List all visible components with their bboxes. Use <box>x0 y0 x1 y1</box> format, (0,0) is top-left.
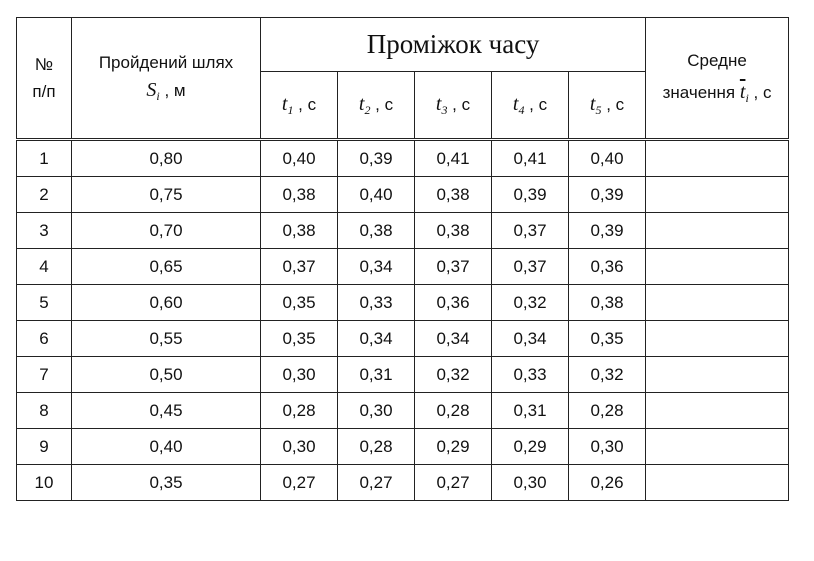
header-average-line2: значення <box>662 82 736 102</box>
time-unit: , с <box>606 94 625 114</box>
header-row-number <box>17 18 72 140</box>
cell-time-1: 0,38 <box>261 213 338 249</box>
cell-time-1: 0,30 <box>261 429 338 465</box>
cell-time-1: 0,35 <box>261 321 338 357</box>
cell-row-number: 1 <box>17 140 72 177</box>
cell-row-number: 4 <box>17 249 72 285</box>
cell-distance: 0,70 <box>72 213 261 249</box>
cell-time-5: 0,26 <box>569 465 646 501</box>
cell-average <box>646 357 789 393</box>
time-symbol: t <box>589 92 596 115</box>
cell-time-5: 0,30 <box>569 429 646 465</box>
cell-row-number: 5 <box>17 285 72 321</box>
time-symbol: t <box>512 92 519 115</box>
table-row <box>17 465 789 501</box>
time-symbol: t <box>435 92 442 115</box>
cell-time-3: 0,36 <box>415 285 492 321</box>
time-subscript: 3 <box>441 102 448 117</box>
cell-average <box>646 465 789 501</box>
cell-distance: 0,60 <box>72 285 261 321</box>
cell-time-1: 0,28 <box>261 393 338 429</box>
cell-row-number: 7 <box>17 357 72 393</box>
cell-time-4: 0,33 <box>492 357 569 393</box>
time-unit: , с <box>452 94 471 114</box>
cell-time-2: 0,34 <box>338 249 415 285</box>
cell-time-3: 0,27 <box>415 465 492 501</box>
cell-average <box>646 177 789 213</box>
header-no-symbol: № <box>34 54 54 74</box>
cell-time-5: 0,35 <box>569 321 646 357</box>
header-time-5 <box>569 72 646 140</box>
cell-time-4: 0,37 <box>492 213 569 249</box>
cell-time-5: 0,32 <box>569 357 646 393</box>
table-row <box>17 177 789 213</box>
header-average-subscript: i <box>745 90 749 105</box>
cell-time-2: 0,30 <box>338 393 415 429</box>
cell-time-1: 0,40 <box>261 140 338 177</box>
cell-time-5: 0,40 <box>569 140 646 177</box>
cell-distance: 0,55 <box>72 321 261 357</box>
table-row <box>17 429 789 465</box>
cell-time-4: 0,29 <box>492 429 569 465</box>
cell-time-3: 0,34 <box>415 321 492 357</box>
cell-time-4: 0,31 <box>492 393 569 429</box>
header-no-abbrev: п/п <box>32 82 56 101</box>
cell-time-3: 0,37 <box>415 249 492 285</box>
table-row <box>17 357 789 393</box>
cell-time-4: 0,39 <box>492 177 569 213</box>
header-time-1 <box>261 72 338 140</box>
time-symbol: t <box>281 92 288 115</box>
cell-time-5: 0,39 <box>569 177 646 213</box>
cell-row-number: 8 <box>17 393 72 429</box>
time-subscript: 2 <box>364 102 371 117</box>
cell-row-number: 3 <box>17 213 72 249</box>
header-average-symbol: $\overline{t}$ <box>739 80 746 103</box>
cell-time-2: 0,40 <box>338 177 415 213</box>
header-distance-label: Пройдений шлях <box>98 52 234 72</box>
table-row <box>17 213 789 249</box>
time-subscript: 4 <box>518 102 525 117</box>
cell-time-4: 0,34 <box>492 321 569 357</box>
header-average-line1: Средне <box>687 51 747 71</box>
cell-time-1: 0,38 <box>261 177 338 213</box>
table-row <box>17 140 789 177</box>
cell-time-4: 0,30 <box>492 465 569 501</box>
header-distance <box>72 18 261 140</box>
header-time-2 <box>338 72 415 140</box>
cell-time-2: 0,34 <box>338 321 415 357</box>
cell-average <box>646 213 789 249</box>
cell-distance: 0,65 <box>72 249 261 285</box>
cell-distance: 0,75 <box>72 177 261 213</box>
cell-time-4: 0,37 <box>492 249 569 285</box>
cell-average <box>646 140 789 177</box>
cell-time-3: 0,41 <box>415 140 492 177</box>
cell-time-3: 0,38 <box>415 177 492 213</box>
cell-time-5: 0,39 <box>569 213 646 249</box>
table-row <box>17 249 789 285</box>
header-time-4 <box>492 72 569 140</box>
time-subscript: 5 <box>595 102 602 117</box>
cell-time-1: 0,30 <box>261 357 338 393</box>
header-time-interval: Проміжок часу <box>261 18 646 72</box>
cell-row-number: 6 <box>17 321 72 357</box>
cell-average <box>646 321 789 357</box>
cell-time-2: 0,28 <box>338 429 415 465</box>
cell-time-5: 0,28 <box>569 393 646 429</box>
time-unit: , с <box>529 94 548 114</box>
table-row <box>17 321 789 357</box>
cell-distance: 0,45 <box>72 393 261 429</box>
cell-average <box>646 393 789 429</box>
cell-time-3: 0,32 <box>415 357 492 393</box>
cell-time-3: 0,29 <box>415 429 492 465</box>
header-distance-symbol: S <box>146 78 157 101</box>
time-unit: , с <box>375 94 394 114</box>
cell-time-4: 0,32 <box>492 285 569 321</box>
cell-time-3: 0,28 <box>415 393 492 429</box>
cell-time-4: 0,41 <box>492 140 569 177</box>
cell-distance: 0,50 <box>72 357 261 393</box>
cell-average <box>646 285 789 321</box>
cell-time-5: 0,38 <box>569 285 646 321</box>
cell-row-number: 9 <box>17 429 72 465</box>
header-distance-unit: , м <box>164 80 186 100</box>
cell-time-1: 0,27 <box>261 465 338 501</box>
time-unit: , с <box>298 94 317 114</box>
measurement-table <box>16 17 789 501</box>
cell-time-2: 0,33 <box>338 285 415 321</box>
cell-time-2: 0,39 <box>338 140 415 177</box>
cell-distance: 0,35 <box>72 465 261 501</box>
time-symbol: t <box>358 92 365 115</box>
table-row <box>17 393 789 429</box>
cell-distance: 0,80 <box>72 140 261 177</box>
cell-time-2: 0,31 <box>338 357 415 393</box>
cell-distance: 0,40 <box>72 429 261 465</box>
table-row <box>17 285 789 321</box>
cell-time-3: 0,38 <box>415 213 492 249</box>
cell-time-5: 0,36 <box>569 249 646 285</box>
cell-row-number: 10 <box>17 465 72 501</box>
header-average <box>646 18 789 140</box>
cell-time-1: 0,37 <box>261 249 338 285</box>
header-distance-subscript: i <box>156 88 160 103</box>
cell-time-2: 0,38 <box>338 213 415 249</box>
cell-row-number: 2 <box>17 177 72 213</box>
cell-average <box>646 429 789 465</box>
time-subscript: 1 <box>287 102 294 117</box>
header-time-3 <box>415 72 492 140</box>
cell-time-1: 0,35 <box>261 285 338 321</box>
header-average-unit: , с <box>753 82 772 102</box>
cell-time-2: 0,27 <box>338 465 415 501</box>
cell-average <box>646 249 789 285</box>
